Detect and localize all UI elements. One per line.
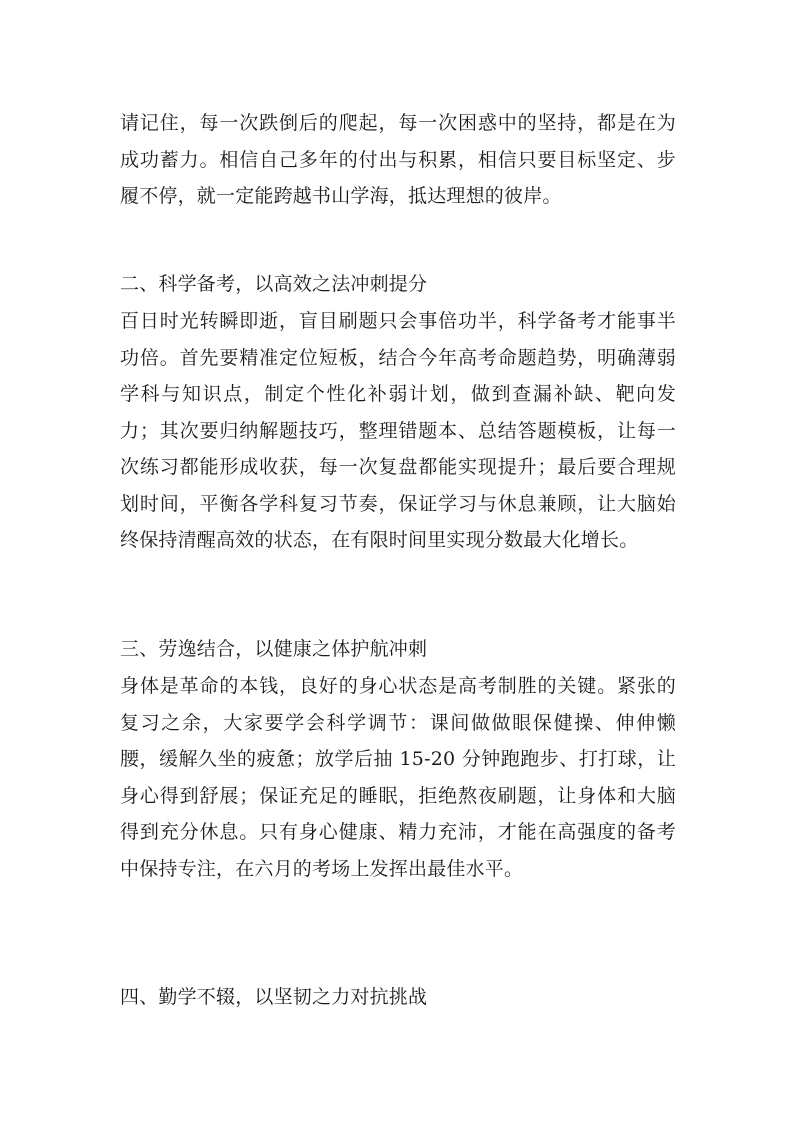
section-body-3 <box>120 668 676 887</box>
intro-paragraph-text: 请记住，每一次跌倒后的爬起，每一次困惑中的坚持，都是在为成功蓄力。相信自己多年的付出与积累，相信只要目标坚定、步履不停，就一定能跨越书山学海，抵达理想的彼岸。 <box>120 112 676 207</box>
section-body-3-text: 身体是革命的本钱，良好的身心状态是高考制胜的关键。紧张的复习之余，大家要学会科学调节：课间做做眼保健操、伸伸懒腰，缓解久坐的疲惫；放学后抽 15-20 分钟跑跑步、打打球，让身心得到舒展；保证充足的睡眠，拒绝熬夜刷题，让身体和大脑得到充分休息。只有身心健康、精力充沛，才能在高强度的备考中保持专注，在六月的考场上发挥出最佳水平。 <box>120 675 676 880</box>
section-heading-2: 二、科学备考，以高效之法冲刺提分 <box>120 273 428 295</box>
section-heading-3: 三、劳逸结合，以健康之体护航冲刺 <box>120 638 428 660</box>
section-heading-4: 四、勤学不辍，以坚韧之力对抗挑战 <box>120 986 428 1008</box>
section-body-2 <box>120 303 676 559</box>
intro-paragraph <box>120 105 676 215</box>
section-body-2-text: 百日时光转瞬即逝，盲目刷题只会事倍功半，科学备考才能事半功倍。首先要精准定位短板，结合今年高考命题趋势，明确薄弱学科与知识点，制定个性化补弱计划，做到查漏补缺、靶向发力；其次要归纳解题技巧，整理错题本、总结答题模板，让每一次练习都能形成收获，每一次复盘都能实现提升；最后要合理规划时间，平衡各学科复习节奏，保证学习与休息兼顾，让大脑始终保持清醒高效的状态，在有限时间里实现分数最大化增长。 <box>120 310 676 551</box>
